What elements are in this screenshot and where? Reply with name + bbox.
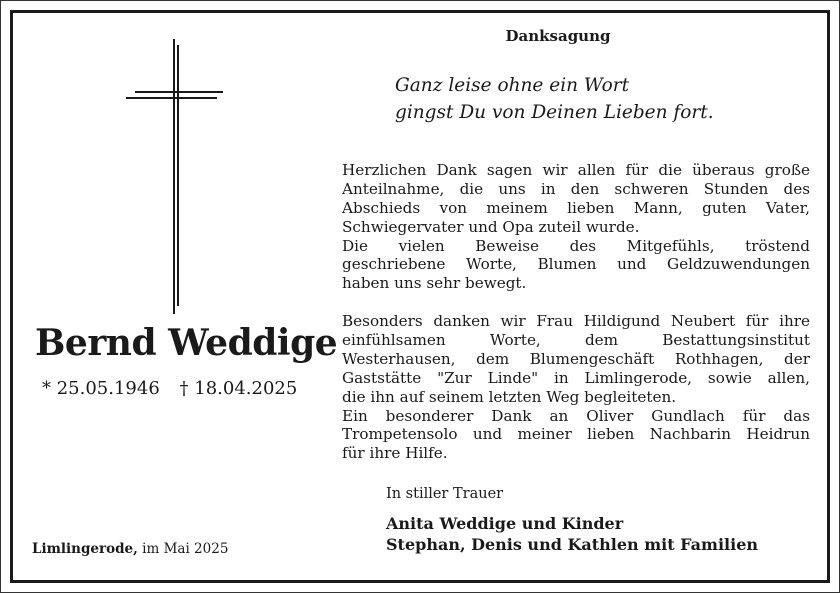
text-line: Die vielen Beweise des Mitgefühls, tröstend: [342, 236, 810, 255]
text-line: geschriebene Worte, Blumen und Geldzuwendungen: [342, 255, 810, 274]
place-date: [32, 541, 228, 557]
text-line: Herzlichen Dank sagen wir allen für die überaus große: [342, 161, 810, 179]
text-line: Besonders danken wir Frau Hildigund Neubert für ihre: [342, 312, 810, 331]
mourner-line: Anita Weddige und Kinder: [386, 514, 624, 533]
text-line: haben uns sehr bewegt.: [342, 274, 527, 293]
text-line: die ihn auf seinem letzten Weg begleiteten.: [342, 387, 677, 406]
text-line: für ihre Hilfe.: [342, 444, 448, 463]
birth-date: * 25.05.1946: [42, 378, 160, 399]
text-line: Westerhausen, dem Blumengeschäft Rothhagen, der: [342, 349, 810, 368]
text-line: Schwiegervater und Opa zuteil wurde.: [342, 217, 640, 236]
death-date: † 18.04.2025: [179, 378, 298, 399]
text-line: Gaststätte "Zur Linde" in Limlingerode, sowie allen,: [342, 368, 810, 387]
text-line: Ein besonderer Dank an Oliver Gundlach für das: [342, 406, 810, 425]
date: im Mai 2025: [142, 541, 229, 557]
place: Limlingerode,: [32, 541, 138, 557]
text-line: Abschieds von meinem lieben Mann, guten Vater,: [342, 198, 810, 217]
quote-line: gingst Du von Deinen Lieben fort.: [395, 102, 714, 123]
life-dates: [42, 378, 311, 399]
mourning-intro: In stiller Trauer: [386, 486, 504, 502]
mourner-line: Stephan, Denis und Kathlen mit Familien: [386, 535, 759, 554]
thanks-text: [342, 161, 810, 463]
text-line: Anteilnahme, die uns in den schweren Stunden des: [342, 179, 810, 198]
text-line: Trompetensolo und meiner lieben Nachbarin Heidrun: [342, 425, 810, 444]
quote-line: Ganz leise ohne ein Wort: [395, 75, 630, 96]
text-line: einfühlsamen Worte, dem Bestattungsinstitut: [342, 331, 810, 350]
heading: Danksagung: [505, 27, 611, 45]
deceased-name: Bernd Weddige: [35, 322, 338, 364]
